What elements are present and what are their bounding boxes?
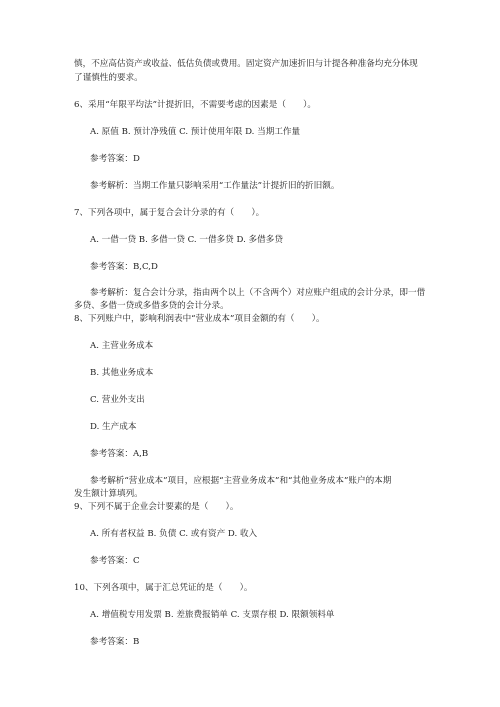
question-7-options: A. 一借一贷 B. 多借一贷 C. 一借多贷 D. 多借多贷	[90, 235, 283, 245]
question-6-explanation: 参考解析：当期工作量只影响采用“工作量法”计提折旧的折旧额。	[90, 181, 340, 191]
question-8: 8、下列账户中，影响利润表中“营业成本”项目金额的有（ ）。	[74, 314, 325, 324]
question-6: 6、采用“年限平均法”计提折旧，不需要考虑的因素是（ ）。	[74, 100, 316, 110]
question-8-option-a: A. 主营业务成本	[90, 341, 154, 351]
question-10-options: A. 增值税专用发票 B. 差旅费报销单 C. 支票存根 D. 限额领料单	[90, 610, 335, 620]
question-8-explanation: 参考解析“营业成本”项目，应根据“主营业务成本”和“其他业务成本”账户的本期	[90, 476, 392, 486]
question-8-answer: 参考答案：A,B	[90, 449, 149, 459]
question-7-explanation: 参考解析：复合会计分录，指由两个以上（不含两个）对应账户组成的会计分录，即一借	[90, 288, 426, 298]
question-7-explanation-cont: 多贷、多借一贷或多借多贷的会计分录。	[74, 301, 229, 311]
question-7-answer: 参考答案：B,C,D	[90, 262, 158, 272]
question-9: 9、下列不属于企业会计要素的是（ ）。	[74, 502, 239, 512]
question-9-options: A. 所有者权益 B. 负债 C. 或有资产 D. 收入	[90, 529, 258, 539]
question-8-option-d: D. 生产成本	[90, 422, 137, 432]
text-line: 慎，不应高估资产或收益、低估负债或费用。固定资产加速折旧与计提各种准备均充分体现	[74, 59, 418, 69]
question-10-answer: 参考答案：B	[90, 637, 140, 647]
question-9-answer: 参考答案：C	[90, 556, 140, 566]
question-6-answer: 参考答案：D	[90, 154, 140, 164]
question-7: 7、下列各项中，属于复合会计分录的有（ ）。	[74, 208, 265, 218]
question-8-option-b: B. 其他业务成本	[90, 368, 154, 378]
question-6-options: A. 原值 B. 预计净残值 C. 预计使用年限 D. 当期工作量	[90, 127, 301, 137]
question-8-option-c: C. 营业外支出	[90, 395, 145, 405]
question-8-explanation-cont: 发生额计算填列。	[74, 489, 143, 499]
text-line: 了谨慎性的要求。	[74, 73, 143, 83]
question-10: 10、下列各项中，属于汇总凭证的是（ ）。	[74, 583, 253, 593]
